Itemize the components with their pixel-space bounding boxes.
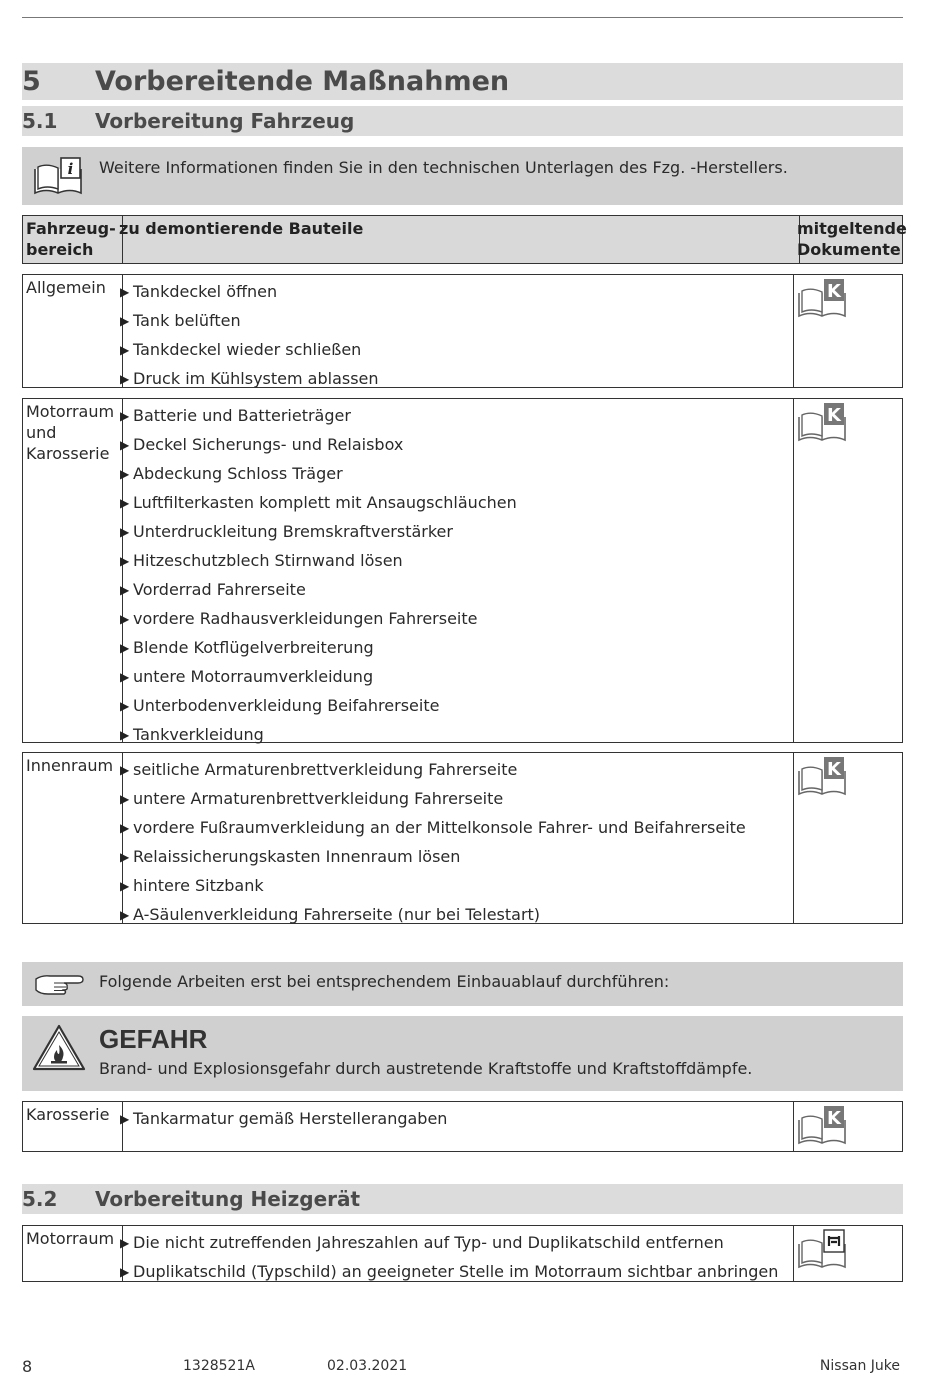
list-item: ▶ untere Motorraumverkleidung xyxy=(120,662,793,691)
parts-list xyxy=(116,1226,793,1286)
row-items xyxy=(116,1102,794,1151)
list-item: ▶ Deckel Sicherungs- und Relaisbox xyxy=(120,430,793,459)
hand-note-text: Folgende Arbeiten erst bei entsprechendem Einbauablauf durchführen: xyxy=(99,972,670,991)
parts-list xyxy=(116,275,793,393)
list-item: ▶ Tankdeckel wieder schließen xyxy=(120,335,793,364)
svg-text:K: K xyxy=(827,759,841,780)
list-item: ▶ Tank belüften xyxy=(120,306,793,335)
bullet-triangle-icon: ▶ xyxy=(120,554,130,568)
table-header xyxy=(22,215,907,264)
danger-text: Brand- und Explosionsgefahr durch austretende Kraftstoffe und Kraftstoffdämpfe. xyxy=(99,1059,753,1078)
row-documents xyxy=(794,399,902,742)
parts-list xyxy=(116,1102,793,1133)
row-items xyxy=(116,1226,794,1281)
list-item: ▶ hintere Sitzbank xyxy=(120,871,793,900)
header-documents: mitgeltende Dokumente xyxy=(797,219,907,259)
top-rule xyxy=(22,17,903,18)
row-items xyxy=(116,753,794,923)
bullet-triangle-icon: ▶ xyxy=(120,821,130,835)
bullet-triangle-icon: ▶ xyxy=(120,850,130,864)
bullet-triangle-icon: ▶ xyxy=(120,728,130,742)
bullet-triangle-icon: ▶ xyxy=(120,612,130,626)
list-item: ▶ Abdeckung Schloss Träger xyxy=(120,459,793,488)
section-heading-5-1 xyxy=(22,106,903,136)
parts-list xyxy=(116,753,793,929)
row-area: Motorraum xyxy=(23,1226,123,1281)
row-documents xyxy=(794,1226,902,1281)
info-book-icon xyxy=(32,155,84,197)
bullet-triangle-icon: ▶ xyxy=(120,525,130,539)
chapter-heading xyxy=(22,63,903,100)
bullet-triangle-icon: ▶ xyxy=(120,467,130,481)
list-item: ▶ vordere Radhausverkleidungen Fahrerseite xyxy=(120,604,793,633)
table-row xyxy=(22,1101,903,1152)
section-title: Vorbereitung Heizgerät xyxy=(95,1187,361,1211)
table-row xyxy=(22,398,903,743)
bullet-triangle-icon: ▶ xyxy=(120,583,130,597)
book-heater-icon xyxy=(796,1228,848,1270)
list-item: ▶ Unterbodenverkleidung Beifahrerseite xyxy=(120,691,793,720)
danger-notice xyxy=(22,1016,903,1091)
row-area: Allgemein xyxy=(23,275,123,387)
info-note xyxy=(22,147,903,205)
svg-text:K: K xyxy=(827,281,841,302)
bullet-triangle-icon: ▶ xyxy=(120,496,130,510)
bullet-triangle-icon: ▶ xyxy=(120,763,130,777)
bullet-triangle-icon: ▶ xyxy=(120,314,130,328)
bullet-triangle-icon: ▶ xyxy=(120,1265,130,1279)
pointing-hand-icon xyxy=(32,970,86,998)
vehicle-name: Nissan Juke xyxy=(819,1358,900,1374)
svg-text:K: K xyxy=(827,405,841,426)
chapter-number: 5 xyxy=(22,66,41,97)
book-k-icon xyxy=(796,755,848,797)
list-item: ▶ Hitzeschutzblech Stirnwand lösen xyxy=(120,546,793,575)
bullet-triangle-icon: ▶ xyxy=(120,792,130,806)
chapter-title: Vorbereitende Maßnahmen xyxy=(95,66,510,97)
section-number: 5.2 xyxy=(22,1187,58,1211)
danger-title: GEFAHR xyxy=(99,1024,208,1054)
table-row xyxy=(22,1225,903,1282)
parts-list xyxy=(116,399,793,749)
row-documents xyxy=(794,275,902,387)
list-item: ▶ Die nicht zutreffenden Jahreszahlen auf Typ- und Duplikatschild entfernen xyxy=(120,1228,793,1257)
bullet-triangle-icon: ▶ xyxy=(120,285,130,299)
header-parts: zu demontierende Bauteile xyxy=(116,216,800,263)
list-item: ▶ Unterdruckleitung Bremskraftverstärker xyxy=(120,517,793,546)
info-note-text: Weitere Informationen finden Sie in den technischen Unterlagen des Fzg. -Herstellers. xyxy=(99,158,788,177)
doc-date: 02.03.2021 xyxy=(327,1358,408,1374)
svg-text:K: K xyxy=(827,1108,841,1129)
list-item: ▶ Tankarmatur gemäß Herstellerangaben xyxy=(120,1104,793,1133)
list-item: ▶ seitliche Armaturenbrettverkleidung Fahrerseite xyxy=(120,755,793,784)
list-item: ▶ Druck im Kühlsystem ablassen xyxy=(120,364,793,393)
bullet-triangle-icon: ▶ xyxy=(120,641,130,655)
bullet-triangle-icon: ▶ xyxy=(120,438,130,452)
row-documents xyxy=(794,1102,902,1151)
book-k-icon xyxy=(796,1104,848,1146)
list-item: ▶ A-Säulenverkleidung Fahrerseite (nur bei Telestart) xyxy=(120,900,793,929)
list-item: ▶ Tankverkleidung xyxy=(120,720,793,749)
list-item: ▶ Relaissicherungskasten Innenraum lösen xyxy=(120,842,793,871)
table-row xyxy=(22,752,903,924)
bullet-triangle-icon: ▶ xyxy=(120,1236,130,1250)
bullet-triangle-icon: ▶ xyxy=(120,372,130,386)
fire-warning-icon xyxy=(32,1024,86,1072)
section-number: 5.1 xyxy=(22,109,58,133)
table-row xyxy=(22,274,903,388)
list-item: ▶ Tankdeckel öffnen xyxy=(120,277,793,306)
list-item: ▶ Blende Kotflügelverbreiterung xyxy=(120,633,793,662)
list-item: ▶ Batterie und Batterieträger xyxy=(120,401,793,430)
list-item: ▶ untere Armaturenbrettverkleidung Fahrerseite xyxy=(120,784,793,813)
list-item: ▶ Luftfilterkasten komplett mit Ansaugschläuchen xyxy=(120,488,793,517)
list-item: ▶ vordere Fußraumverkleidung an der Mittelkonsole Fahrer- und Beifahrerseite xyxy=(120,813,793,842)
bullet-triangle-icon: ▶ xyxy=(120,409,130,423)
book-k-icon xyxy=(796,401,848,443)
row-items xyxy=(116,275,794,387)
bullet-triangle-icon: ▶ xyxy=(120,879,130,893)
bullet-triangle-icon: ▶ xyxy=(120,699,130,713)
doc-number: 1328521A xyxy=(183,1358,255,1374)
row-area: Motorraum und Karosserie xyxy=(23,399,123,742)
row-area: Innenraum xyxy=(23,753,123,923)
svg-text:i: i xyxy=(67,160,74,178)
row-area: Karosserie xyxy=(23,1102,123,1151)
book-k-icon xyxy=(796,277,848,319)
hand-note xyxy=(22,962,903,1006)
bullet-triangle-icon: ▶ xyxy=(120,908,130,922)
page-number: 8 xyxy=(22,1357,33,1376)
list-item: ▶ Duplikatschild (Typschild) an geeigneter Stelle im Motorraum sichtbar anbringen xyxy=(120,1257,793,1286)
row-items xyxy=(116,399,794,742)
row-documents xyxy=(794,753,902,923)
bullet-triangle-icon: ▶ xyxy=(120,343,130,357)
header-area: Fahrzeug- bereich xyxy=(23,216,123,263)
list-item: ▶ Vorderrad Fahrerseite xyxy=(120,575,793,604)
bullet-triangle-icon: ▶ xyxy=(120,1112,130,1126)
bullet-triangle-icon: ▶ xyxy=(120,670,130,684)
section-heading-5-2 xyxy=(22,1184,903,1214)
section-title: Vorbereitung Fahrzeug xyxy=(95,109,355,133)
